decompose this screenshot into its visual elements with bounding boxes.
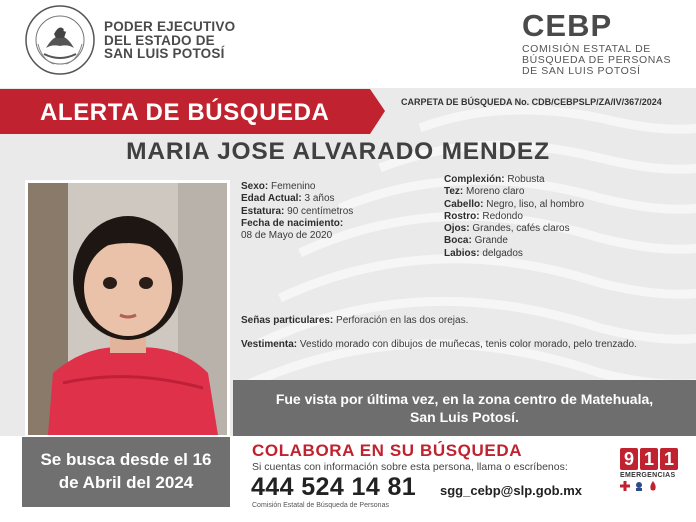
- rostro-value: Redondo: [482, 210, 523, 222]
- last-seen-line-1: Fue vista por última vez, en la zona centro de Matehuala,: [275, 391, 654, 407]
- estatura-value: 90 centímetros: [287, 205, 354, 217]
- ojos-value: Grandes, cafés claros: [472, 223, 570, 235]
- info-basic: [241, 181, 353, 242]
- ojos-label: Ojos:: [444, 223, 470, 235]
- contact-instructions: Si cuentas con información sobre esta persona, llama o escríbenos:: [252, 461, 568, 473]
- complexion-label: Complexión:: [444, 174, 505, 185]
- labios-label: Labios:: [444, 247, 480, 259]
- tez-label: Tez:: [444, 186, 464, 198]
- complexion-value: Robusta: [507, 174, 545, 185]
- cabello-value: Negro, liso, al hombro: [486, 198, 585, 210]
- last-seen-line-2: San Luis Potosí.: [410, 409, 519, 425]
- estatura-label: Estatura:: [241, 205, 285, 217]
- fire-icon: [648, 481, 658, 491]
- since-line-1: Se busca desde el 16: [40, 450, 212, 469]
- missing-person-photo: [25, 180, 230, 438]
- vestimenta-label: Vestimenta:: [241, 339, 298, 350]
- phone-number[interactable]: 444 524 14 81: [251, 473, 417, 501]
- cebp-line-3: DE SAN LUIS POTOSÍ: [522, 65, 641, 77]
- labios-value: delgados: [482, 247, 523, 259]
- cabello-label: Cabello:: [444, 198, 484, 210]
- email-address[interactable]: sgg_cebp@slp.gob.mx: [440, 483, 582, 498]
- coat-of-arms-seal: [24, 4, 96, 76]
- cebp-line-2: BÚSQUEDA DE PERSONAS: [522, 54, 672, 66]
- rostro-label: Rostro:: [444, 210, 480, 222]
- since-line-2: de Abril del 2024: [58, 473, 194, 492]
- senas-label: Señas particulares:: [241, 315, 334, 326]
- cebp-logo-text: CEBP: [522, 8, 613, 43]
- nacimiento-value: 08 de Mayo de 2020: [241, 230, 333, 242]
- digit-1a: 1: [640, 448, 658, 470]
- cebp-full-name: [522, 44, 671, 77]
- sexo-label: Sexo:: [241, 181, 269, 192]
- clothing: [241, 339, 661, 351]
- search-since-box: [22, 437, 230, 507]
- header: [0, 0, 696, 88]
- last-seen-location: [233, 390, 696, 426]
- vestimenta-value: Vestido morado con dibujos de muñecas, tenis color morado, pelo trenzado.: [299, 339, 637, 350]
- digit-1b: 1: [660, 448, 678, 470]
- emergency-911-logo: [620, 448, 678, 491]
- distinguishing-marks: [241, 315, 468, 326]
- info-physical: [444, 174, 584, 260]
- senas-value: Perforación en las dos orejas.: [336, 315, 469, 326]
- gov-line-3: SAN LUIS POTOSÍ: [104, 46, 225, 61]
- medical-cross-icon: [620, 481, 630, 491]
- boca-label: Boca:: [444, 235, 472, 247]
- gov-line-2: DEL ESTADO DE: [104, 32, 215, 48]
- alert-title: ALERTA DE BÚSQUEDA: [40, 99, 330, 126]
- case-number: CARPETA DE BÚSQUEDA No. CDB/CEBPSLP/ZA/IV/367/2024: [401, 97, 662, 107]
- emergency-label: EMERGENCIAS: [620, 472, 676, 479]
- sexo-value: Femenino: [271, 181, 316, 192]
- edad-value: 3 años: [304, 193, 335, 205]
- edad-label: Edad Actual:: [241, 193, 302, 205]
- gov-line-1: PODER EJECUTIVO: [104, 19, 236, 34]
- police-icon: [634, 481, 644, 491]
- boca-value: Grande: [474, 235, 508, 247]
- nacimiento-label: Fecha de nacimiento:: [241, 217, 344, 229]
- cebp-line-1: COMISIÓN ESTATAL DE: [522, 43, 651, 55]
- collaborate-title: COLABORA EN SU BÚSQUEDA: [252, 441, 523, 460]
- digit-9: 9: [620, 448, 638, 470]
- tez-value: Moreno claro: [466, 186, 525, 198]
- missing-person-name: MARIA JOSE ALVARADO MENDEZ: [126, 138, 550, 165]
- agency-name: Comisión Estatal de Búsqueda de Personas: [252, 502, 389, 509]
- government-name: [104, 20, 235, 61]
